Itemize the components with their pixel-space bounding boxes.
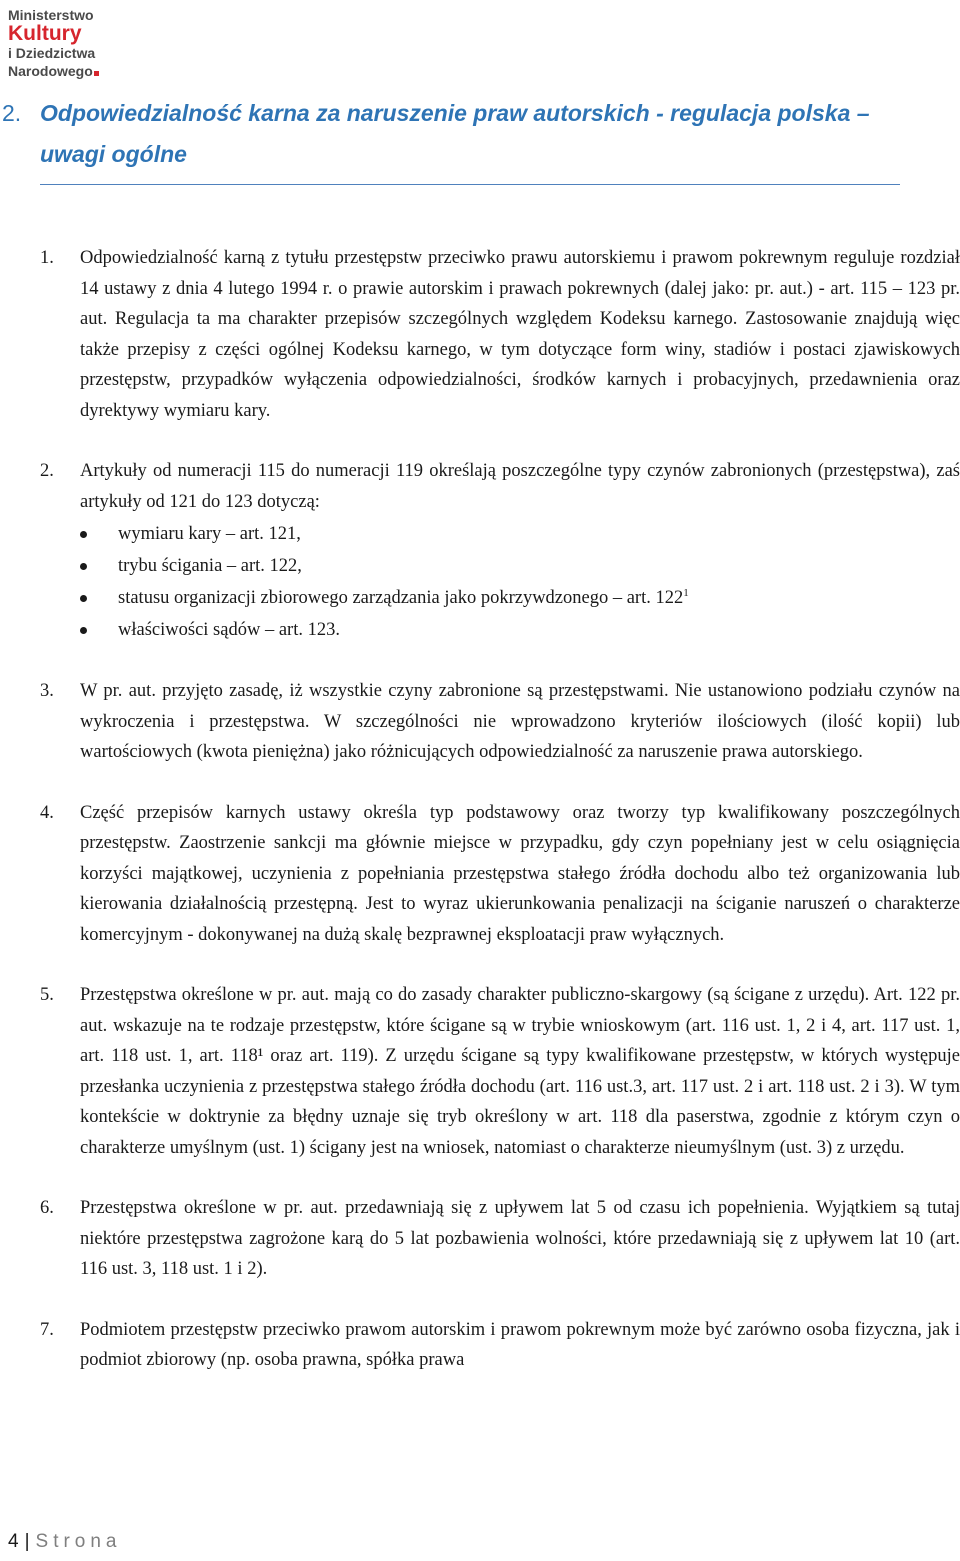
page-footer	[8, 1531, 122, 1553]
list-item-text: Odpowiedzialność karną z tytułu przestępstw przeciwko prawu autorskiemu i prawom pokrewnym reguluje rozdział 14 ustawy z dnia 4 lutego 1994 r. o prawie autorskim i prawach pokrewnych (dalej jako: pr. aut.) - art. 115 – 123 pr. aut. Regulacja ta ma charakter przepisów szczególnych względem Kodeksu karnego. Zastosowanie znajdują więc także przepisy z części ogólnej Kodeksu karnego, w tym dotyczące form winy, stadiów i postaci zjawiskowych przestępstw, przypadków wyłączenia odpowiedzialności, środków karnych i probacyjnych, przedawnienia oraz dyrektywy wymiaru kary.	[80, 248, 960, 421]
logo-dot-icon	[94, 71, 99, 76]
bullet-item	[80, 582, 960, 614]
list-item-3	[0, 676, 960, 768]
bullet-text: trybu ścigania – art. 122,	[118, 556, 302, 576]
list-item-6	[0, 1193, 960, 1285]
bullet-item	[80, 518, 960, 550]
bullet-text: właściwości sądów – art. 123.	[118, 620, 340, 640]
heading-divider	[40, 184, 900, 185]
list-item-text: Artykuły od numeracji 115 do numeracji 119 określają poszczególne typy czynów zabronionych (przestępstwa), zaś artykuły od 121 do 123 dotyczą:	[80, 461, 960, 512]
logo-line-1: Ministerstwo	[8, 7, 94, 23]
bullet-icon	[80, 627, 87, 634]
list-item-7	[0, 1315, 960, 1376]
bullet-item	[80, 550, 960, 582]
list-item-text: W pr. aut. przyjęto zasadę, iż wszystkie czyny zabronione są przestępstwami. Nie ustanowiono podziału czynów na wykroczenia i przestępstwa. W szczególności nie wprowadzono kryteriów ilościowych (ilość kopii) lub wartościowych (kwota pieniężna) jako różnicujących odpowiedzialność za naruszenie prawa autorskiego.	[80, 681, 960, 762]
logo-line-4-wrap	[8, 62, 118, 80]
list-item-text: Część przepisów karnych ustawy określa typ podstawowy oraz tworzy typ kwalifikowany poszczególnych przestępstw. Zaostrzenie sankcji ma głównie miejsce w przypadku, gdy czyn popełniany jest w celu osiągnięcia korzyści majątkowej, uczynienia z popełniania przestępstwa stałego źródła dochodu albo też organizowania lub kierowania działalnością przestępną. Jest to wyraz ukierunkowania penalizacji na ściganie naruszeń o charakterze komercyjnym - dokonywanej na dużą skalę bezprawnej eksploatacji praw wyłącznych.	[80, 802, 960, 945]
list-item-number: 2.	[40, 461, 54, 481]
list-item-text: Podmiotem przestępstw przeciwko prawom autorskim i prawom pokrewnym może być zarówno osoba fizyczna, jak i podmiot zbiorowy (np. osoba prawna, spółka prawa	[80, 1319, 960, 1370]
section-heading-text: Odpowiedzialność karna za naruszenie praw autorskich - regulacja polska – uwagi ogólne	[40, 100, 870, 167]
list-item-number: 5.	[40, 985, 54, 1005]
list-item-1	[0, 243, 960, 426]
bullet-icon	[80, 563, 87, 570]
list-item-text: Przestępstwa określone w pr. aut. mają co do zasady charakter publiczno-skargowy (są ścigane z urzędu). Art. 122 pr. aut. wskazuje na te rodzaje przestępstw, które ścigane są w trybie wnioskowym (art. 116 ust. 1, 2 i 4, art. 117 ust. 1, art. 118 ust. 1, art. 118¹ oraz art. 119). Z urzędu ścigane są typy kwalifikowane przestępstw, w których występuje przesłanka uczynienia z przestępstwa stałego źródła dochodu (art. 116 ust.3, art. 117 ust. 2 i art. 118 ust. 2 i 3). W tym kontekście w doktrynie za błędny uznaje się tryb określony w art. 118 dla paserstwa, zgodnie z którym czyn o charakterze umyślnym (ust. 1) ścigany jest na wniosek, natomiast o charakterze nieumyślnym (ust. 3) z urzędu.	[80, 985, 960, 1158]
bullet-icon	[80, 531, 87, 538]
bullet-text: statusu organizacji zbiorowego zarządzania jako pokrzywdzonego – art. 122	[118, 588, 684, 608]
list-item-number: 4.	[40, 802, 54, 823]
list-item-number: 6.	[40, 1198, 54, 1218]
document-body	[0, 243, 960, 1406]
bullet-icon	[80, 595, 87, 602]
list-item-2	[0, 456, 960, 646]
footer-separator: |	[24, 1531, 30, 1552]
page-number: 4	[8, 1531, 19, 1552]
list-item-number: 7.	[40, 1319, 54, 1340]
bullet-superscript: 1	[683, 586, 689, 599]
logo-line-4: Narodowego	[8, 63, 93, 79]
list-item-5	[0, 980, 960, 1163]
footer-page-label: Strona	[35, 1531, 122, 1552]
bullet-item	[80, 614, 960, 646]
ministry-logo	[8, 6, 118, 80]
logo-line-2: Kultury	[8, 22, 82, 45]
bullet-list	[80, 518, 960, 646]
logo-line-3: i Dziedzictwa	[8, 45, 96, 61]
list-item-text: Przestępstwa określone w pr. aut. przedawniają się z upływem lat 5 od czasu ich popełnienia. Wyjątkiem są tutaj niektóre przestępstwa zagrożone karą do 5 lat pozbawienia wolności, które przedawniają się z upływem lat 10 (art. 116 ust. 3, 118 ust. 1 i 2).	[80, 1198, 960, 1279]
list-item-number: 3.	[40, 681, 54, 701]
list-item-4	[0, 798, 960, 951]
section-heading	[0, 93, 940, 175]
section-heading-number: 2.	[2, 100, 22, 126]
list-item-number: 1.	[40, 248, 54, 268]
bullet-text: wymiaru kary – art. 121,	[118, 524, 301, 544]
